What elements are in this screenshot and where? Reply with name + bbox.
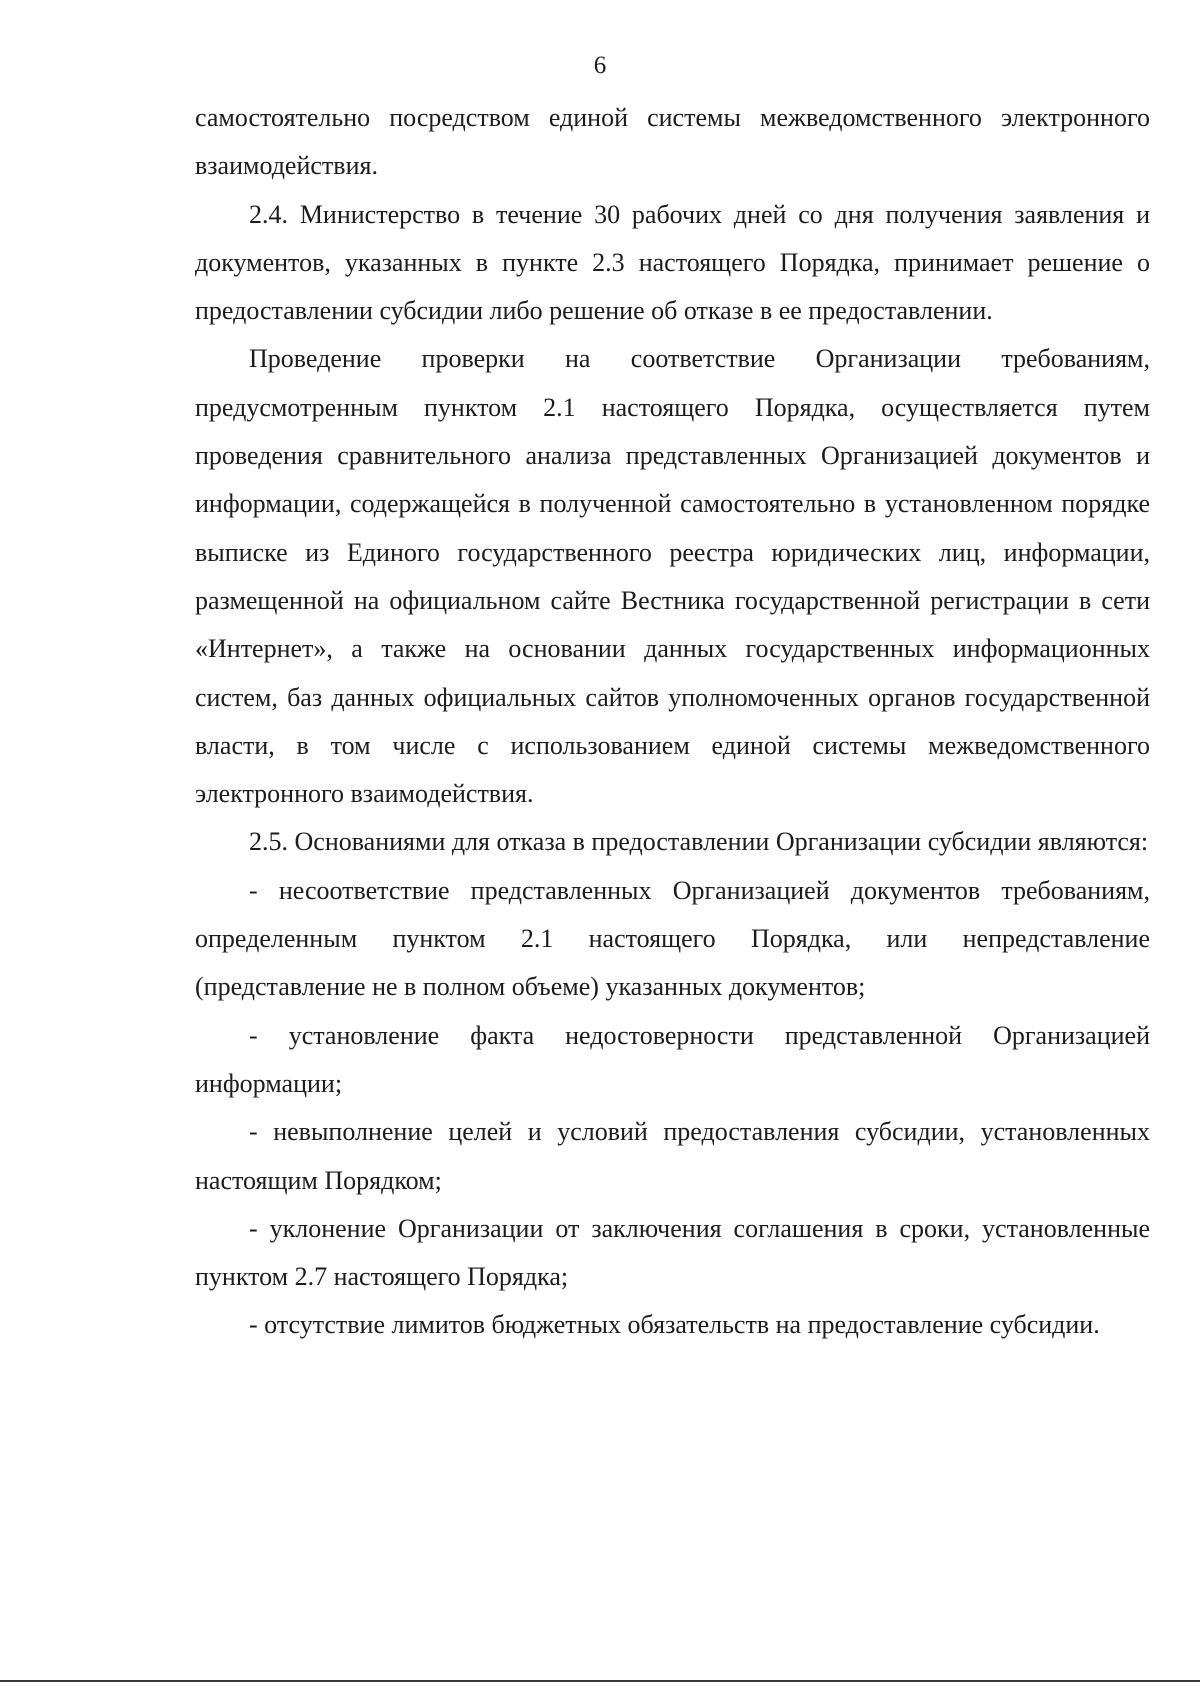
list-item-agreement-evasion: - уклонение Организации от заключения соглашения в сроки, установленные пунктом 2.7 настоящего Порядка; [195,1213,1150,1292]
paragraph-continuation: самостоятельно посредством единой системы межведомственного электронного взаимодействия. [195,103,1150,181]
list-item-goals-not-met: - невыполнение целей и условий предоставления субсидии, установленных настоящим Порядком; [195,1117,1150,1195]
paragraph-verification: Проведение проверки на соответствие Организации требованиям, предусмотренным пунктом 2.1 настоящего Порядка, осуществляется путем проведения сравнительного анализа представленных Организацией документов и информации, содержащейся в полученной самостоятельно в установленном порядке выписке из Единого государственного реестра юридических лиц, информации, размещенной на официальном сайте Вестника государственной регистрации в сети «Интернет», а также на основании данных государственных информационных систем, баз данных официальных сайтов уполномоченных органов государственной власти, в том числе с использованием единой системы межведомственного электронного взаимодействия. [195,344,1150,809]
list-item-no-budget-limits: - отсутствие лимитов бюджетных обязательств на предоставление субсидии. [249,1310,1100,1340]
document-body [195,94,1150,1350]
paragraph-2-4: 2.4. Министерство в течение 30 рабочих дней со дня получения заявления и документов, указанных в пункте 2.3 настоящего Порядка, принимает решение о предоставлении субсидии либо решение об отказе в ее предоставлении. [195,199,1150,326]
list-item-unreliable-info: - установление факта недостоверности представленной Организацией информации; [195,1020,1150,1098]
paragraph-2-5: 2.5. Основаниями для отказа в предоставлении Организации субсидии являются: [249,827,1149,857]
page-number: 6 [593,52,607,79]
list-item-documents-mismatch: - несоответствие представленных Организацией документов требованиям, определенным пунктом 2.1 настоящего Порядка, или непредставление (представление не в полном объеме) указанных документов; [195,875,1150,1002]
page-bottom-rule [0,1680,1200,1682]
